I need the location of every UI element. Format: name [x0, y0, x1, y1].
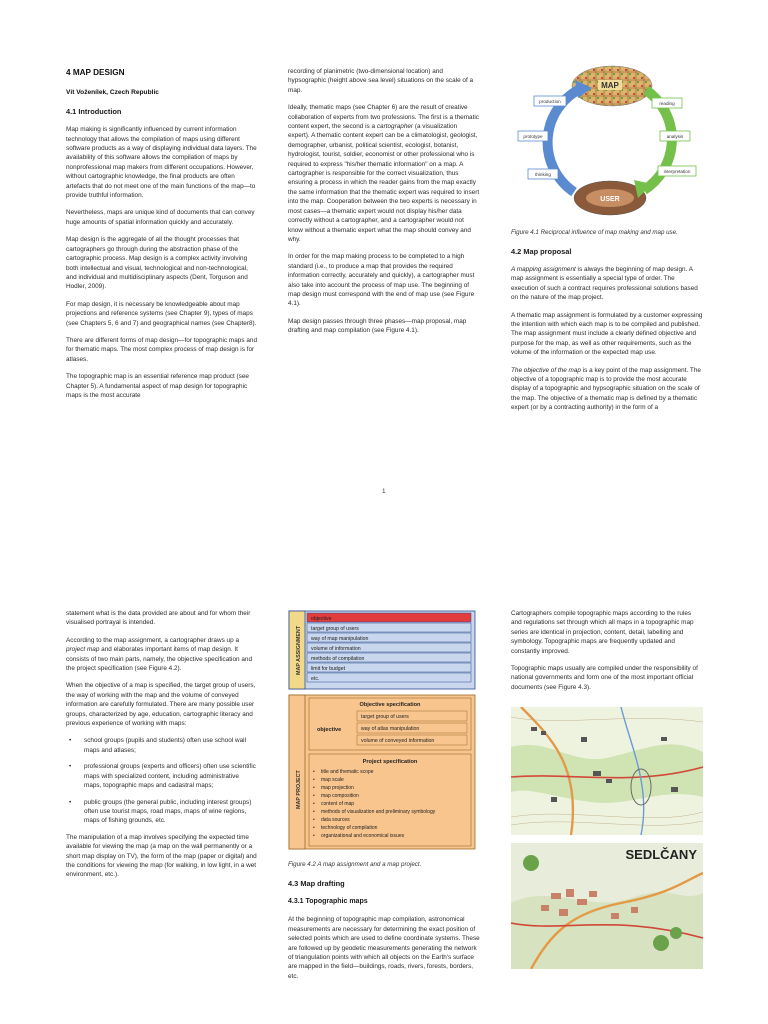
paragraph — [66, 636, 258, 674]
page-number: 1 — [382, 488, 386, 495]
assignment-item: way of map manipulation — [311, 636, 369, 642]
figure-map-cycle — [512, 60, 704, 220]
paragraph: Map design passes through three phases—map proposal, map drafting and map compilation (see Figure 4.1). — [288, 317, 467, 335]
svg-text:•: • — [313, 817, 315, 823]
objective-spec-title: Objective specification — [359, 702, 421, 708]
map-label: MAP — [601, 81, 619, 90]
paragraph: The topographic map is an essential reference map product (see Chapter 5). A fundamental aspect of map design for topographic maps is the most accurate — [66, 373, 249, 399]
project-item: data sources — [321, 817, 350, 823]
paragraph: recording of planimetric (two-dimensional location) and hypsographic (height above sea level) situations on the scale of a map. — [288, 68, 474, 94]
project-item: map composition — [321, 793, 359, 799]
section-heading-4-3: 4.3 Map drafting — [288, 878, 345, 888]
svg-text:•: • — [313, 769, 315, 775]
sedlcany-map-image — [511, 843, 703, 969]
subsection-heading-4-3-1: 4.3.1 Topographic maps — [288, 898, 368, 905]
page-2 — [0, 512, 768, 1024]
objective-item: way of atlas manipulation — [361, 726, 420, 732]
list-item: • professional groups (experts and officers) often use scientific maps with specialized content, including administrative maps, topographic maps and cadastral maps; — [66, 762, 258, 790]
paragraph: For map design, it is necessary be knowledgeable about map projections and reference systems (see Chapter 9), types of maps (see Chapters 5, 6 and 7) and geographical names (see Chapter8). — [66, 300, 257, 327]
page2-middle-column — [288, 861, 480, 989]
node-label: reading — [659, 101, 675, 106]
map-title: SEDLČANY — [625, 847, 697, 862]
emphasis: A mapping assignment — [511, 266, 576, 273]
figure-caption: Figure 4.1 Reciprocal influence of map making and map use. — [511, 229, 678, 236]
assignment-row-objective — [307, 613, 471, 622]
figure-caption: Figure 4.2 A map assignment and a map project. — [288, 861, 422, 868]
node-label: prototype — [523, 134, 543, 139]
project-item: organizational and economical issues — [321, 833, 405, 839]
author-line: Vít Voženílek, Czech Republic — [66, 89, 159, 97]
text-run: (a visualization expert). A thematic content expert can be a climatologist, geologist, demographer, urbanist, political scientist, ecologist, botanist, hydrologist, tourist, soldier, economist or other professional who is required to express "his/her thematic information" on a map. A cartographer is responsible for the correct visualization, thus ensuring a process in which the reader gains from the map exactly the same information that the thematic expert was required to insert into the map. Cooperation between the two experts is necessary in most cases—a thematic expert would not display his/her data correctly without a cartographer, and a cartographer would not know without a thematic expert what the map should convey and why. — [288, 123, 480, 243]
node-label: thinking — [535, 172, 551, 177]
paragraph: Map making is significantly influenced by current information technology that allows the compilation of maps using different software products as a way of displaying individual data layers. The availability of this software allows the compilation of maps by nonprofessional map makers from different occupations. However, without cartographic knowledge, the final products are often artefacts that do not meet one of the main functions of the map—to provide truthful information. — [66, 126, 257, 200]
text-run: is a key point of the map assignment. The objective of a topographic map is to provide the most accurate display of a topographic and hypsographic situation on the scale of the map. The objective of a thematic map is defined by a thematic expert (or by a contracting authority) in the form of a — [511, 366, 701, 412]
list-item: • public groups (the general public, including interest groups) often use tourist maps, road maps, maps of wine regions, maps of fishing grounds, etc. — [66, 798, 258, 826]
paragraph: Topographic maps usually are compiled under the responsibility of national governments and form one of the most important official documents (see Figure 4.3). — [511, 665, 698, 691]
page2-left-column — [66, 609, 258, 888]
topographic-map-image — [511, 707, 703, 835]
objective-item: target group of users — [361, 714, 409, 720]
project-spec-title: Project specification — [362, 759, 418, 765]
project-item: methods of visualization and preliminary symbology — [321, 809, 436, 815]
assignment-item: methods of compilation — [311, 656, 365, 662]
project-item: title and thematic scope — [321, 769, 374, 775]
paragraph — [511, 265, 703, 303]
chapter-title: 4 MAP DESIGN — [66, 68, 125, 77]
section-heading-4-1: 4.1 Introduction — [66, 106, 122, 116]
svg-text:•: • — [313, 825, 315, 831]
list-item: • school groups (pupils and students) often use school wall maps and atlases; — [66, 736, 258, 755]
emphasis: project map — [66, 646, 100, 654]
project-item: content of map — [321, 801, 355, 807]
user-group-list — [66, 736, 258, 825]
paragraph: Nevertheless, maps are unique kind of documents that can convey huge amounts of spatial information quickly and accurately. — [66, 209, 255, 226]
svg-text:•: • — [313, 785, 315, 791]
page1-right-column — [511, 229, 703, 421]
project-item: map projection — [321, 785, 354, 791]
assignment-item: etc. — [311, 676, 320, 682]
project-item: map scale — [321, 777, 344, 783]
assignment-item: target group of users — [311, 626, 359, 632]
emphasis: cartographer — [376, 123, 414, 131]
text-run: Ideally, thematic maps (see Chapter 6) are the result of creative collaboration of experts from two professions. The first is a thematic content expert, the second is a — [288, 104, 479, 131]
node-label: production — [539, 99, 561, 104]
text-run: According to the map assignment, a cartographer draws up a — [66, 636, 239, 644]
paragraph: A thematic map assignment is formulated by a customer expressing the intention with which each map is to be compiled and published. The map assignment must include a clearly defined objective and purpose for the map, as well as other requirements, such as the volume of the information or the expected map use. — [511, 311, 703, 357]
figure-map-assignment-project — [287, 609, 485, 851]
svg-text:•: • — [313, 833, 315, 839]
paragraph: There are different forms of map design—for topographic maps and for thematic maps. The most complex process of map design is for atlases. — [66, 336, 257, 363]
assignment-label: MAP ASSIGNMENT — [296, 625, 302, 675]
assignment-item: limit for budget — [311, 666, 346, 672]
objective-item: volume of conveyed information — [361, 738, 435, 744]
project-label: MAP PROJECT — [296, 770, 302, 809]
text-run: and elaborates important items of map design. It consists of two main parts, namely, the objective specification and the project specification (see Figure 4.2). — [66, 646, 253, 673]
node-label: analysis — [666, 134, 684, 139]
topographic-map-svg — [511, 707, 703, 835]
paragraph: In order for the map making process to be completed to a high standard (i.e., to produce a map that provides the required information correctly, accurately and quickly), a cartographer must also take into account the process of map use. The beginning of map design must correspond with the end of map use (see Figure 4.1). — [288, 253, 475, 308]
text-run: is always the beginning of map design. A map assignment is essentially a special type of order. The execution of such a contract requires professional solutions based on the nature of the map project. — [511, 266, 698, 302]
paragraph: statement what is the data provided are about and for whom their visualised portrayal is intended. — [66, 610, 251, 627]
user-label: USER — [600, 196, 620, 203]
svg-text:•: • — [313, 809, 315, 815]
paragraph — [511, 366, 703, 413]
paragraph: At the beginning of topographic map compilation, astronomical measurements are necessary for determining the exact position of selected points which are used to define coordinate systems. These are followed up by geodetic measurements generating the network of triangulation points with which all objects on the Earth's surface are mapped in the field—buildings, roads, rivers, forests, borders, etc. — [288, 916, 480, 980]
assignment-item: volume of information — [311, 646, 361, 652]
assignment-project-diagram — [287, 609, 485, 851]
cycle-diagram — [512, 60, 704, 220]
page2-right-column — [511, 609, 703, 700]
svg-text:•: • — [313, 793, 315, 799]
emphasis: The objective of the map — [511, 366, 581, 374]
paragraph: Map design is the aggregate of all the thought processes that cartographers go through during the abstraction phase of the cartographic process. Map design is a complex activity involving both intellectual and visual, technological and non-technological, and individual and multidisciplinary aspects (Dent, Torguson and Hodler, 2009). — [66, 236, 248, 291]
paragraph: When the objective of a map is specified, the target group of users, the way of working with the map and the volume of conveyed information are carefully formulated. There are many possible user groups, characterized by age, education, cartographic literacy and previous experience of working with maps: — [66, 682, 256, 728]
objective-label: objective — [317, 727, 342, 733]
node-label: interpretation — [663, 169, 691, 174]
assignment-item: objective — [311, 616, 332, 622]
paragraph — [288, 103, 480, 244]
section-heading-4-2: 4.2 Map proposal — [511, 246, 572, 256]
paragraph: The manipulation of a map involves specifying the expected time available for viewing the map (a map on the wall permanently or a short map display on TV), the form of the map (paper or digital) and the conditions for viewing the map (for walking, in low light, in a wet environment, etc.). — [66, 833, 257, 879]
sedlcany-map-svg — [511, 843, 703, 969]
page1-left-column — [66, 68, 258, 408]
paragraph: Cartographers compile topographic maps according to the rules and regulations set through which all maps in a topographic map series are identical in projection, content, detail, labelling and symbology. Topographic maps are frequently updated and constantly improved. — [511, 610, 694, 655]
project-item: technology of compilation — [321, 825, 378, 831]
svg-text:•: • — [313, 777, 315, 783]
page1-middle-column — [288, 67, 480, 344]
svg-text:•: • — [313, 801, 315, 807]
